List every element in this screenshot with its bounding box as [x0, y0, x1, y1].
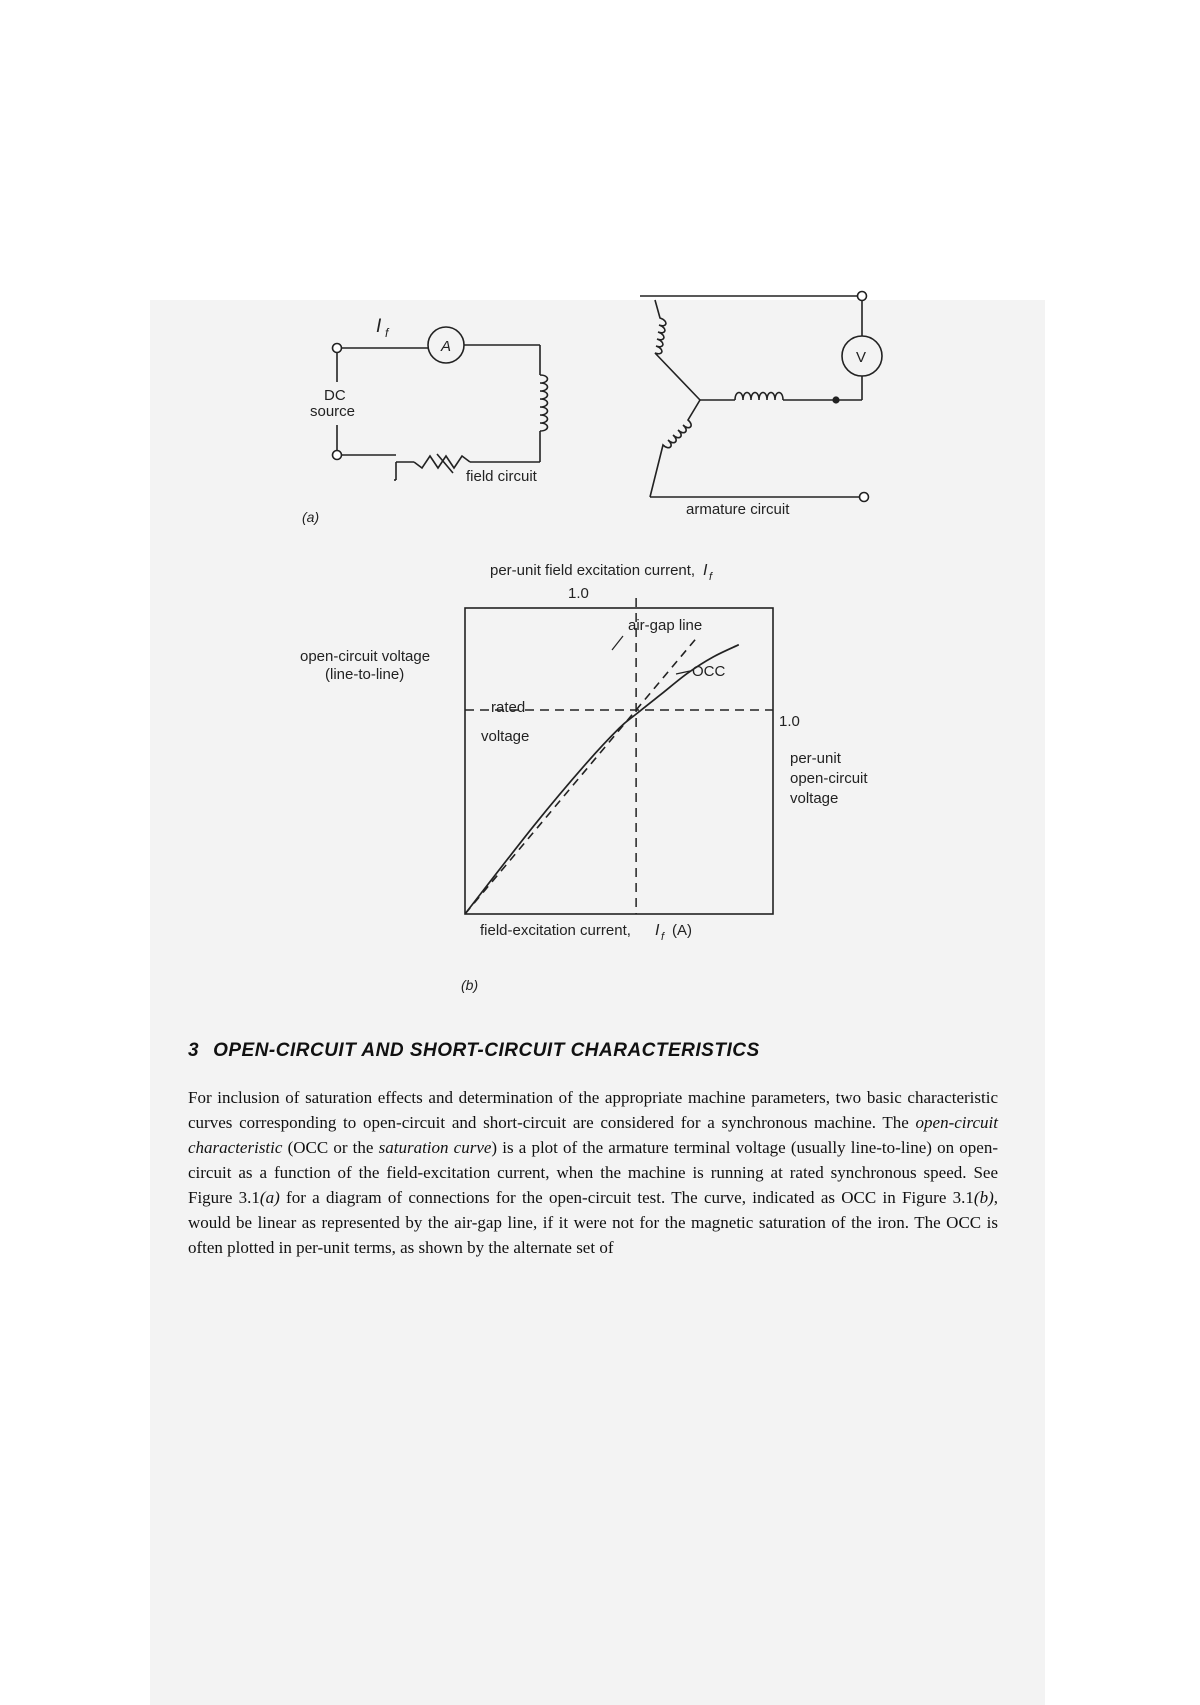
armature-terminal-top	[858, 292, 867, 301]
source-label: source	[310, 403, 356, 420]
bottom-axis-symbol: I	[655, 922, 660, 939]
right-tick-label: 1.0	[779, 713, 800, 730]
top-axis-label: per-unit field excitation current,	[490, 562, 696, 579]
figure-ref-b: (b)	[973, 1188, 994, 1207]
armature-winding-a	[655, 300, 700, 400]
airgap-leader	[612, 636, 623, 650]
body-text-run: , would be linear as represented by the air-gap line, if it were not for the magnetic saturation of the iron. The OCC is often plotted in per-unit terms, as shown by the alternate set of	[188, 1188, 998, 1257]
chart-frame	[465, 608, 773, 914]
body-text-run: (OCC or the	[282, 1138, 379, 1157]
figure-part-a-label: (a)	[302, 509, 320, 525]
field-current-symbol: I	[376, 316, 382, 337]
field-current-subscript: f	[385, 326, 389, 340]
field-rheostat	[414, 456, 470, 468]
field-terminal-bottom	[333, 451, 342, 460]
airgap-label: air-gap line	[628, 617, 703, 634]
right-axis-label-line1: per-unit	[790, 750, 841, 767]
occ-chart	[465, 598, 773, 914]
section-heading	[188, 1040, 1028, 1062]
bottom-axis-subscript: f	[661, 931, 665, 943]
top-axis-subscript: f	[709, 571, 713, 583]
field-circuit-diagram	[333, 327, 548, 480]
field-terminal-top	[333, 344, 342, 353]
bottom-axis-unit: (A)	[672, 922, 692, 939]
field-winding-coil	[540, 375, 548, 431]
term-open-circuit-characteristic: open-circuit characteristic	[188, 1113, 998, 1157]
air-gap-line	[465, 639, 696, 914]
armature-terminal-bottom	[860, 493, 869, 502]
right-axis-label-line3: voltage	[790, 790, 839, 807]
voltage-label: voltage	[481, 728, 530, 745]
armature-winding-c	[650, 400, 700, 497]
occ-label: OCC	[692, 663, 726, 680]
top-axis-symbol: I	[703, 562, 708, 579]
armature-winding-b	[735, 393, 783, 401]
body-text-run: For inclusion of saturation effects and determination of the appropriate machine parameters, two basic characteristic curves corresponding to open-circuit and short-circuit are considered for a synchronous machine. The	[188, 1088, 998, 1132]
rated-label: rated	[491, 699, 526, 716]
section-title: OPEN-CIRCUIT AND SHORT-CIRCUIT CHARACTERISTICS	[213, 1040, 760, 1061]
dc-label: DC	[324, 387, 346, 404]
section-number: 3	[188, 1040, 200, 1061]
body-text-run: ) is a plot of the armature terminal voltage (usually line-to-line) on open-circuit as a function of the field-excitation current, when the machine is running at rated synchronous speed. See Figure 3.1	[188, 1138, 998, 1207]
right-axis-label-line2: open-circuit	[790, 770, 868, 787]
bottom-axis-label: field-excitation current,	[480, 922, 631, 939]
figure-part-b-label: (b)	[461, 977, 479, 993]
left-axis-label-line1: open-circuit voltage	[300, 648, 431, 665]
term-saturation-curve: saturation curve	[378, 1138, 492, 1157]
body-text-run: for a diagram of connections for the open-circuit test. The curve, indicated as OCC in Figure 3.1	[279, 1188, 974, 1207]
figure-ref-a: (a)	[259, 1188, 280, 1207]
occ-curve	[465, 645, 739, 914]
field-circuit-label: field circuit	[466, 468, 537, 485]
left-axis-label-line2: (line-to-line)	[325, 666, 405, 683]
ammeter-label: A	[441, 338, 452, 355]
armature-circuit-diagram	[640, 292, 882, 502]
voltmeter-label: V	[856, 349, 867, 366]
body-paragraph	[188, 1085, 998, 1260]
armature-circuit-label: armature circuit	[686, 501, 790, 518]
top-tick-label: 1.0	[568, 585, 589, 602]
